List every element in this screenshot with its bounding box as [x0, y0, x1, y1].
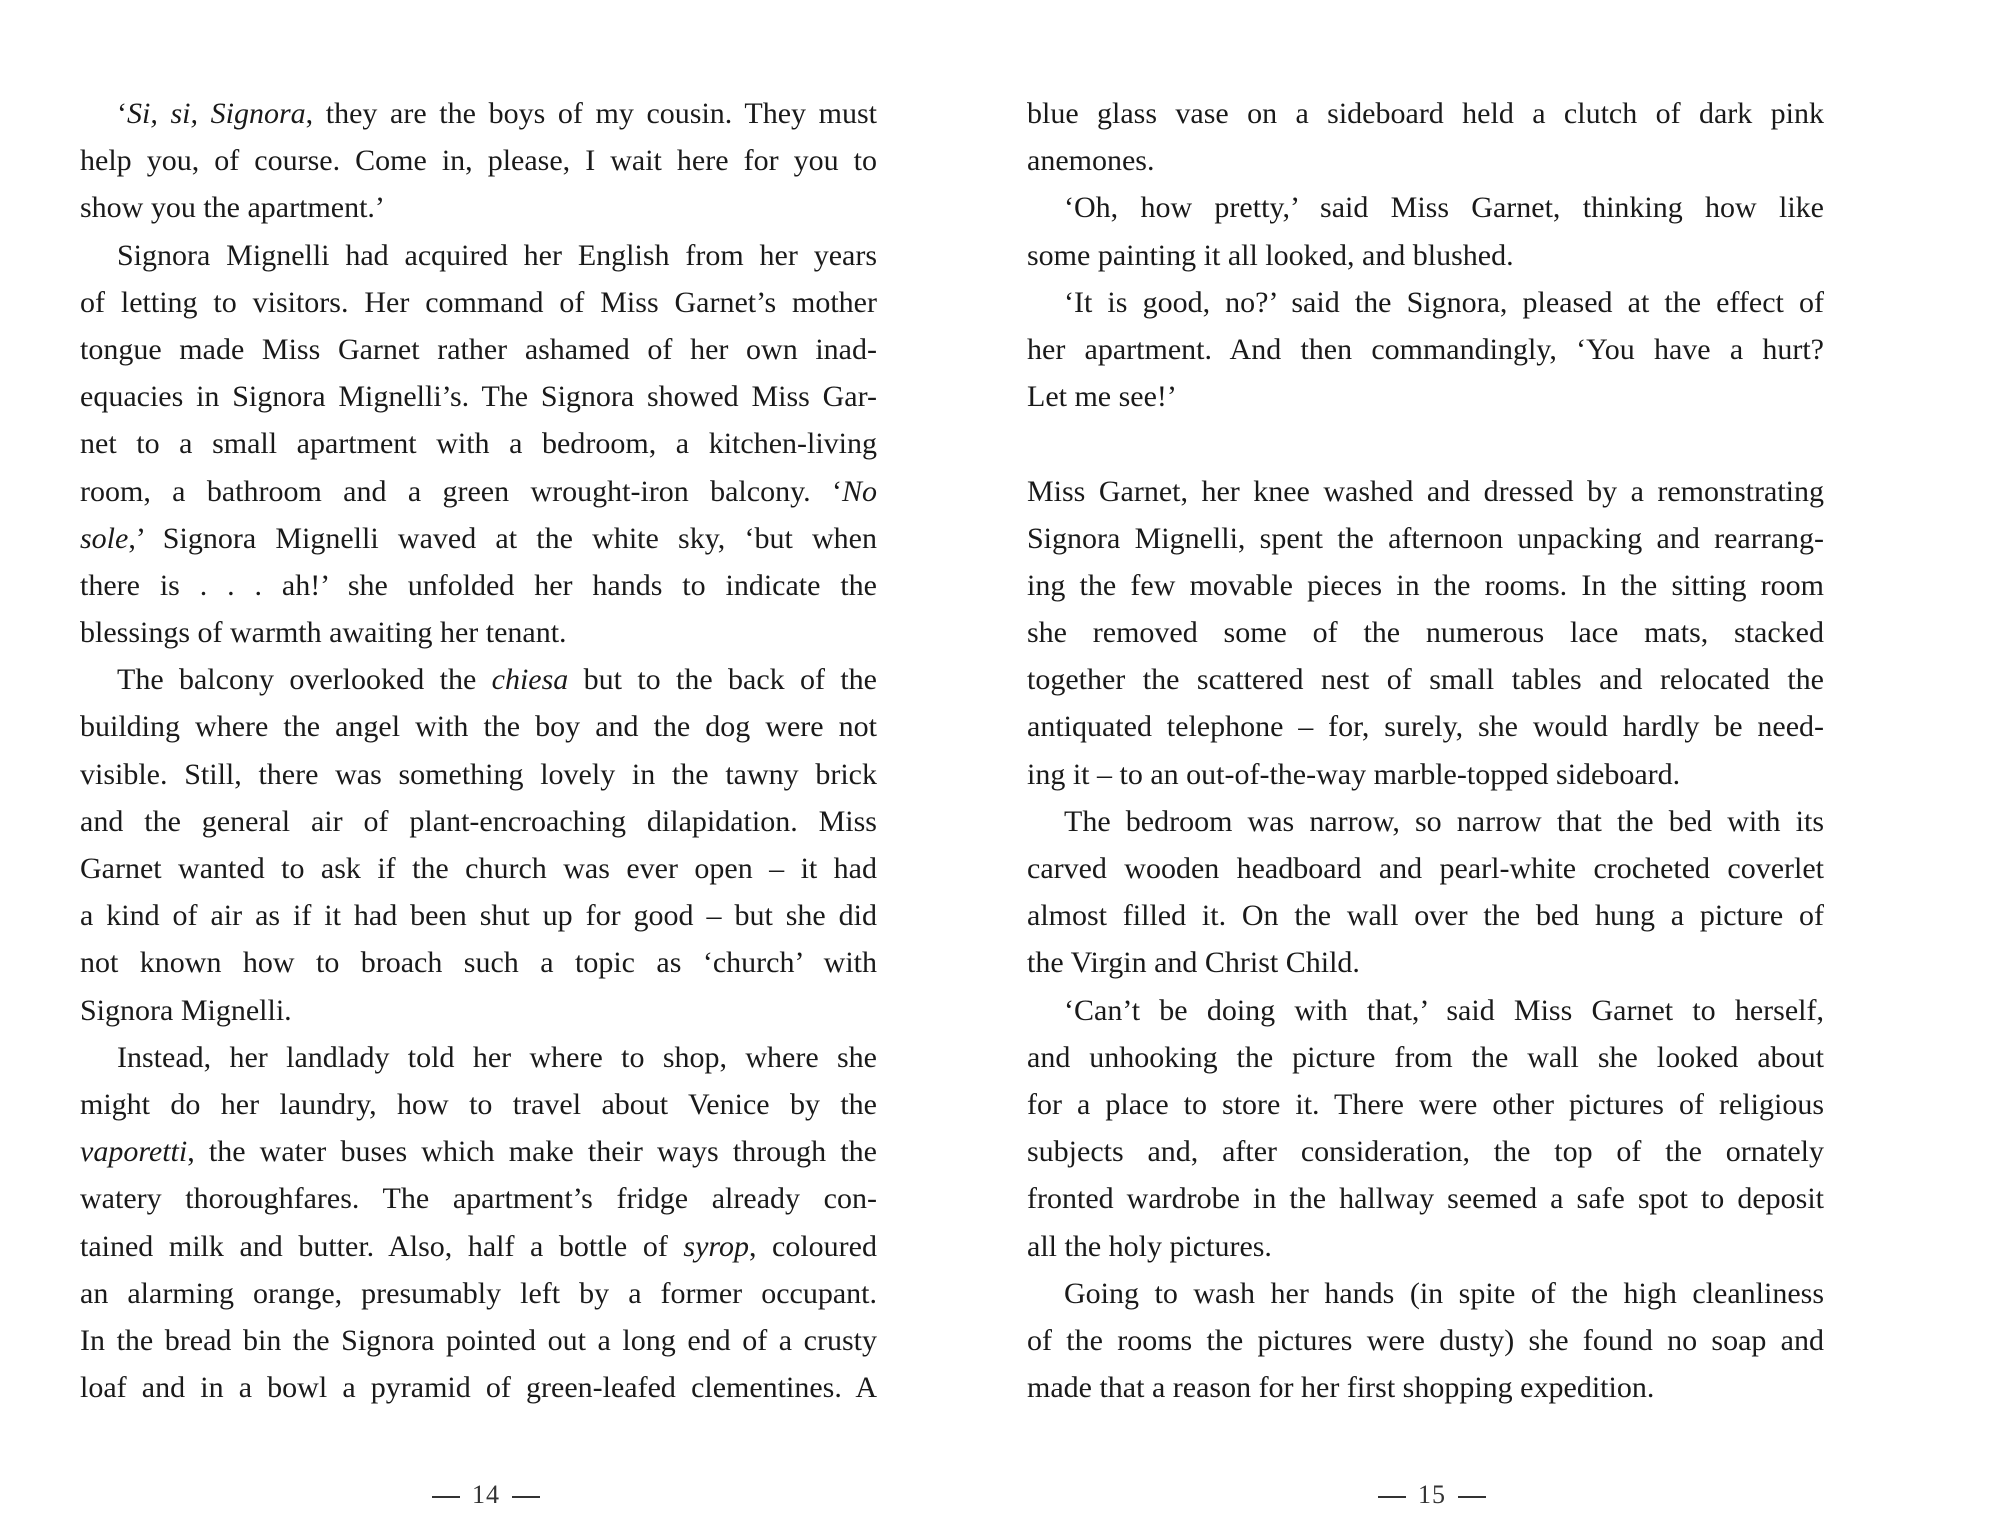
text-line: subjects and, after consideration, the top of the ornately: [1027, 1135, 1824, 1169]
folio-dash: [512, 1496, 540, 1498]
text-line: tained milk and butter. Also, half a bottle of syrop, coloured: [80, 1229, 877, 1263]
text-line: might do her laundry, how to travel about Venice by the: [80, 1087, 877, 1121]
text-line: she removed some of the numerous lace mats, stacked: [1027, 616, 1824, 650]
text-line: fronted wardrobe in the hallway seemed a safe spot to deposit: [1027, 1182, 1824, 1216]
text-line: almost filled it. On the wall over the bed hung a picture of: [1027, 899, 1824, 933]
text-line: loaf and in a bowl a pyramid of green-leafed clementines. A: [80, 1371, 877, 1405]
text-line: Signora Mignelli, spent the afternoon unpacking and rearrang-: [1027, 521, 1824, 555]
text-line: help you, of course. Come in, please, I wait here for you to: [80, 144, 877, 178]
text-line: ‘It is good, no?’ said the Signora, pleased at the effect of: [1064, 285, 1824, 319]
text-line: antiquated telephone – for, surely, she would hardly be need-: [1027, 710, 1824, 744]
text-line: together the scattered nest of small tables and relocated the: [1027, 663, 1824, 697]
text-line: ing it – to an out-of-the-way marble-topped sideboard.: [1027, 757, 1681, 791]
text-line: ing the few movable pieces in the rooms. In the sitting room: [1027, 568, 1824, 602]
text-line: building where the angel with the boy and the dog were not: [80, 710, 877, 744]
text-line: watery thoroughfares. The apartment’s fridge already con-: [80, 1182, 877, 1216]
folio-dash: [1458, 1496, 1486, 1498]
text-line: ‘Oh, how pretty,’ said Miss Garnet, thinking how like: [1064, 191, 1824, 225]
text-line: there is . . . ah!’ she unfolded her hands to indicate the: [80, 568, 877, 602]
text-line: a kind of air as if it had been shut up for good – but she did: [80, 899, 877, 933]
text-line: her apartment. And then commandingly, ‘You have a hurt?: [1027, 332, 1824, 366]
text-line: The bedroom was narrow, so narrow that the bed with its: [1064, 804, 1824, 838]
folio-dash: [432, 1496, 460, 1498]
section-break: [1027, 420, 1824, 467]
text-line: The balcony overlooked the chiesa but to the back of the: [117, 663, 877, 697]
text-line: Instead, her landlady told her where to shop, where she: [117, 1040, 877, 1074]
text-line: equacies in Signora Mignelli’s. The Signora showed Miss Gar-: [80, 380, 877, 414]
text-line: blessings of warmth awaiting her tenant.: [80, 616, 567, 650]
text-line: show you the apartment.’: [80, 191, 385, 225]
text-line: ‘Can’t be doing with that,’ said Miss Garnet to herself,: [1064, 993, 1824, 1027]
left-page-text: [80, 90, 877, 1411]
text-line: some painting it all looked, and blushed.: [1027, 238, 1514, 272]
text-line: anemones.: [1027, 144, 1155, 178]
text-line: room, a bathroom and a green wrought-iron balcony. ‘No: [80, 474, 877, 508]
page-number: 15: [1418, 1480, 1446, 1509]
right-page: [1027, 90, 1824, 1411]
text-line: vaporetti, the water buses which make their ways through the: [80, 1135, 877, 1169]
page-number-right: [1366, 1480, 1498, 1510]
left-page: [80, 90, 877, 1411]
text-line: Let me see!’: [1027, 380, 1177, 414]
text-line: Signora Mignelli.: [80, 993, 292, 1027]
text-line: In the bread bin the Signora pointed out a long end of a crusty: [80, 1323, 877, 1357]
text-line: all the holy pictures.: [1027, 1229, 1272, 1263]
page-number: 14: [472, 1480, 500, 1509]
text-line: Miss Garnet, her knee washed and dressed by a remonstrating: [1027, 474, 1824, 508]
text-line: of letting to visitors. Her command of Miss Garnet’s mother: [80, 285, 877, 319]
text-line: an alarming orange, presumably left by a former occupant.: [80, 1276, 877, 1310]
text-line: the Virgin and Christ Child.: [1027, 946, 1360, 980]
text-line: not known how to broach such a topic as ‘church’ with: [80, 946, 877, 980]
text-line: Signora Mignelli had acquired her English from her years: [117, 238, 877, 272]
folio-dash: [1378, 1496, 1406, 1498]
text-line: visible. Still, there was something lovely in the tawny brick: [80, 757, 877, 791]
text-line: made that a reason for her first shopping expedition.: [1027, 1371, 1655, 1405]
text-line: and the general air of plant-encroaching dilapidation. Miss: [80, 804, 877, 838]
text-line: of the rooms the pictures were dusty) she found no soap and: [1027, 1323, 1824, 1357]
text-line: Going to wash her hands (in spite of the high cleanliness: [1064, 1276, 1824, 1310]
text-line: tongue made Miss Garnet rather ashamed of her own inad-: [80, 332, 877, 366]
right-page-text: [1027, 90, 1824, 1411]
text-line: Garnet wanted to ask if the church was ever open – it had: [80, 852, 877, 885]
page-number-left: [420, 1480, 552, 1510]
text-line: and unhooking the picture from the wall she looked about: [1027, 1040, 1824, 1074]
text-line: sole,’ Signora Mignelli waved at the white sky, ‘but when: [80, 521, 877, 555]
text-line: blue glass vase on a sideboard held a clutch of dark pink: [1027, 97, 1824, 130]
text-line: net to a small apartment with a bedroom, a kitchen-living: [80, 427, 877, 461]
text-line: ‘Si, si, Signora, they are the boys of my cousin. They must: [117, 97, 877, 130]
text-line: for a place to store it. There were other pictures of religious: [1027, 1087, 1824, 1121]
text-line: carved wooden headboard and pearl-white crocheted coverlet: [1027, 852, 1824, 885]
